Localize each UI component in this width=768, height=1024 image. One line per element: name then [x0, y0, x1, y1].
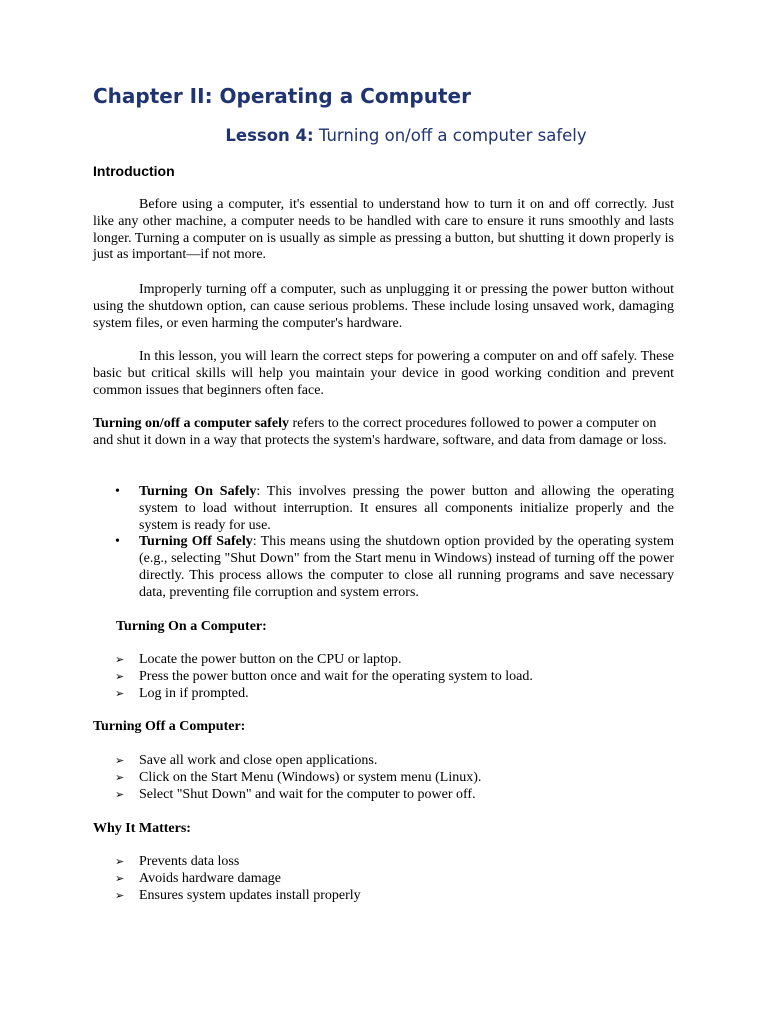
bullet-term: Turning Off Safely: [139, 534, 253, 550]
step-text: Click on the Start Menu (Windows) or system menu (Linux).: [139, 769, 482, 785]
arrow-bullet-icon: ➢: [115, 686, 125, 700]
lesson-title-text: Turning on/off a computer safely: [313, 126, 587, 145]
step-text: Log in if prompted.: [139, 685, 249, 701]
arrow-bullet-icon: ➢: [115, 787, 125, 801]
point-text: Avoids hardware damage: [139, 870, 282, 886]
list-item: [93, 770, 481, 787]
arrow-bullet-icon: ➢: [115, 669, 125, 683]
list-item: [93, 888, 361, 905]
list-item: [93, 534, 674, 601]
why-it-matters-list: [93, 854, 361, 904]
turning-off-steps: [93, 753, 481, 803]
definition-term: Turning on/off a computer safely: [93, 416, 290, 431]
step-text: Press the power button once and wait for the operating system to load.: [139, 668, 533, 684]
lesson-title: [0, 126, 768, 145]
bullet-icon: •: [115, 534, 120, 550]
list-item: [93, 686, 533, 703]
list-item: [93, 787, 481, 804]
definition-text: refers to the correct procedures followed to power a computer on and shut it down in a way that protects the system's hardware, software, and data from damage or loss.: [93, 416, 667, 448]
chapter-title: Chapter II: Operating a Computer: [93, 84, 471, 108]
introduction-heading: Introduction: [93, 163, 175, 179]
list-item: [93, 753, 481, 770]
arrow-bullet-icon: ➢: [115, 754, 125, 767]
intro-paragraph-1: Before using a computer, it's essential to understand how to turn it on and off correctly. Just like any other machine, a computer needs to be handled with care to ensure it runs smoothly and lasts longer. Turning a computer on is usually as simple as pressing a button, but shutting it down properly is just as important—if not more.: [93, 197, 674, 263]
bullet-text: : This involves pressing the power button and allowing the operating system to load without interruption. It ensures all components initialize properly and the system is ready for use.: [139, 484, 674, 533]
bullet-term: Turning On Safely: [139, 484, 257, 499]
step-text: Select "Shut Down" and wait for the computer to power off.: [139, 786, 476, 802]
list-item: [93, 854, 361, 871]
intro-paragraph-2: Improperly turning off a computer, such as unplugging it or pressing the power button without using the shutdown option, can cause serious problems. These include losing unsaved work, damaging system files, or even harming the computer's hardware.: [93, 282, 674, 331]
point-text: Ensures system updates install properly: [139, 887, 361, 903]
arrow-bullet-icon: ➢: [115, 888, 125, 902]
bullet-icon: •: [115, 484, 120, 499]
list-item: [93, 484, 674, 534]
arrow-bullet-icon: ➢: [115, 653, 125, 666]
arrow-bullet-icon: ➢: [115, 855, 125, 868]
turning-on-heading: Turning On a Computer:: [116, 619, 267, 634]
safety-bullet-list: [93, 484, 674, 602]
list-item: [93, 669, 533, 686]
definition-paragraph: [93, 416, 674, 450]
bullet-text: : This means using the shutdown option provided by the operating system (e.g., selecting "Shut Down" from the Start menu in Windows) instead of turning off the power directly. This process allows the computer to close all running programs and save necessary data, preventing file corruption and system errors.: [139, 534, 674, 600]
turning-off-heading: Turning Off a Computer:: [93, 719, 246, 734]
list-item: [93, 871, 361, 888]
list-item: [93, 652, 533, 669]
why-it-matters-heading: Why It Matters:: [93, 821, 191, 836]
step-text: Locate the power button on the CPU or laptop.: [139, 652, 402, 667]
arrow-bullet-icon: ➢: [115, 871, 125, 885]
lesson-label: Lesson 4:: [225, 126, 314, 145]
arrow-bullet-icon: ➢: [115, 770, 125, 784]
step-text: Save all work and close open applications.: [139, 753, 378, 768]
intro-paragraph-3: In this lesson, you will learn the correct steps for powering a computer on and off safely. These basic but critical skills will help you maintain your device in good working condition and prevent common issues that beginners often face.: [93, 349, 674, 398]
turning-on-steps: [93, 652, 533, 702]
point-text: Prevents data loss: [139, 854, 240, 869]
